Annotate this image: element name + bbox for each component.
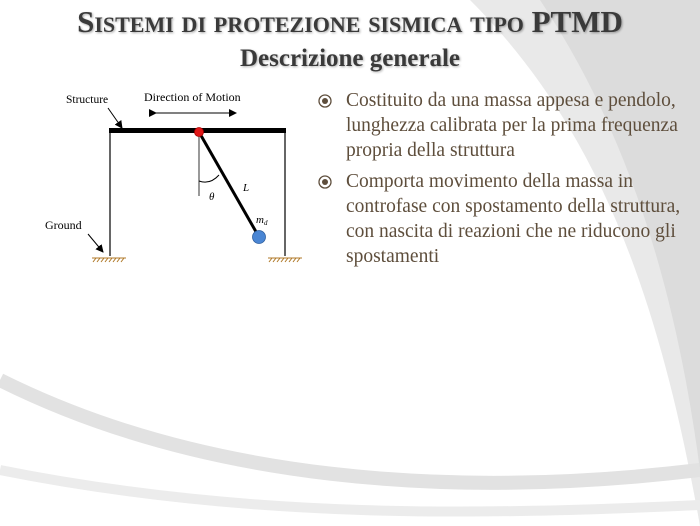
right-ground-hatch	[268, 258, 302, 262]
bullet-list	[316, 88, 686, 275]
theta-label: θ	[209, 191, 215, 203]
structure-pointer	[108, 108, 122, 128]
bullet-text: Costituito da una massa appesa e pendolo, lunghezza calibrata per la prima frequenza propria della struttura	[346, 90, 678, 161]
slide-title: Sistemi di protezione sismica tipo PTMD	[77, 4, 623, 39]
structure-label: Structure	[66, 94, 109, 106]
ground-label: Ground	[45, 218, 82, 232]
circle-bullet-icon	[318, 175, 332, 189]
slide-subtitle: Descrizione generale	[239, 45, 461, 72]
length-label: L	[243, 182, 250, 194]
circle-bullet-icon	[318, 94, 332, 108]
pendulum-mass	[253, 231, 266, 244]
pendulum-pivot	[195, 128, 204, 137]
ground-pointer	[88, 234, 103, 252]
theta-arc	[199, 175, 219, 182]
pendulum-rod	[199, 132, 259, 237]
direction-label: Direction of Motion	[144, 90, 241, 104]
bullet-text: Comporta movimento della massa in controfase con spostamento della struttura, con nascita di reazioni che ne riducono gli spostamenti	[346, 171, 681, 267]
left-ground-hatch	[92, 258, 126, 262]
mass-label: md	[256, 214, 268, 227]
bullet-item	[316, 88, 686, 163]
bullet-item	[316, 169, 686, 269]
pendulum-diagram	[40, 84, 310, 274]
